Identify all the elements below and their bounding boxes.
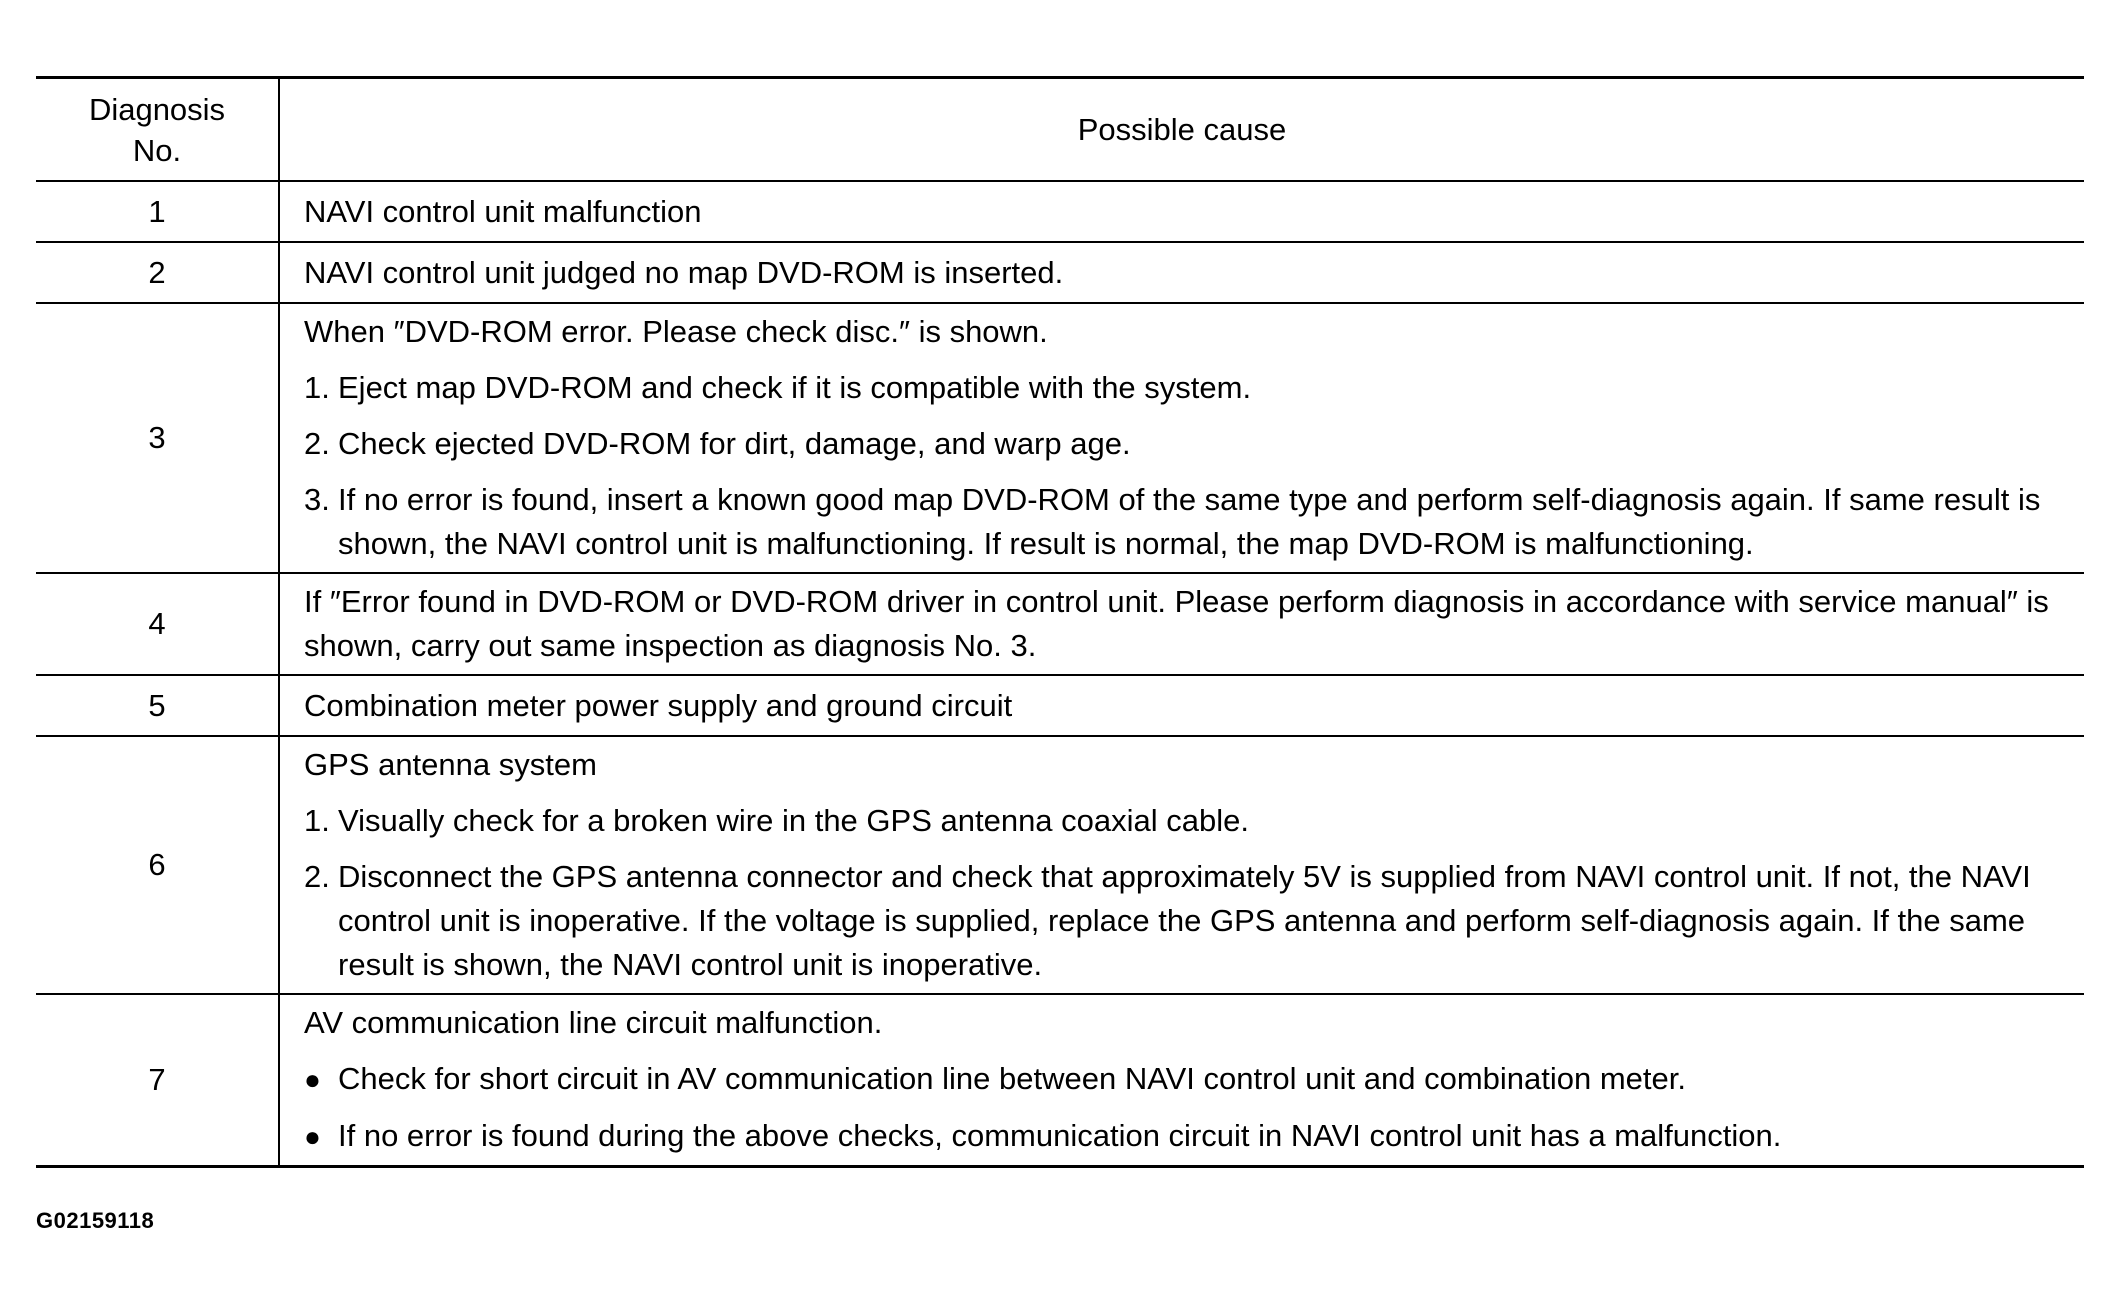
table-header-row (36, 78, 2084, 182)
step-number: 2. (304, 426, 330, 461)
cause-step (304, 478, 2066, 566)
cause-title: If ″Error found in DVD-ROM or DVD-ROM driver in control unit. Please perform diagnosis in accordance with service manual″ is shown, carry out same inspection as diagnosis No. 3. (304, 584, 2049, 663)
diagnosis-table (36, 76, 2084, 1168)
possible-cause (279, 573, 2084, 675)
possible-cause (279, 242, 2084, 303)
bullet-icon: ● (304, 1121, 321, 1152)
table-body (36, 181, 2084, 1167)
step-number: 3. (304, 482, 330, 517)
table-row (36, 303, 2084, 573)
diagnosis-number: 3 (36, 303, 279, 573)
cause-step-text: Disconnect the GPS antenna connector and check that approximately 5V is supplied from NAVI control unit. If not, the NAVI control unit is inoperative. If the voltage is supplied, replace the GPS antenna and perform self-diagnosis again. If the same result is shown, the NAVI control unit is inoperative. (338, 859, 2031, 982)
cause-step-text: Check for short circuit in AV communication line between NAVI control unit and combination meter. (338, 1061, 1687, 1096)
cause-step (304, 1057, 2066, 1102)
figure-id: G02159118 (36, 1208, 155, 1233)
cause-title: Combination meter power supply and ground circuit (304, 687, 1013, 723)
header-possible-cause: Possible cause (279, 78, 2084, 182)
step-number: 1. (304, 370, 330, 405)
cause-step (304, 799, 2066, 843)
bullet-icon: ● (304, 1064, 321, 1095)
cause-step (304, 1114, 2066, 1159)
cause-title: When ″DVD-ROM error. Please check disc.″ is shown. (304, 314, 1048, 349)
possible-cause (279, 181, 2084, 242)
table-row (36, 675, 2084, 736)
possible-cause (279, 994, 2084, 1167)
cause-title: NAVI control unit malfunction (304, 193, 702, 229)
cause-step-text: If no error is found during the above checks, communication circuit in NAVI control unit has a malfunction. (338, 1118, 1782, 1153)
possible-cause (279, 303, 2084, 573)
step-number: 1. (304, 803, 330, 838)
step-number: 2. (304, 859, 330, 894)
cause-title: NAVI control unit judged no map DVD-ROM is inserted. (304, 254, 1064, 290)
possible-cause (279, 675, 2084, 736)
diagnosis-number: 2 (36, 242, 279, 303)
diagnosis-number: 4 (36, 573, 279, 675)
header-diagnosis-no (36, 78, 279, 182)
header-diagnosis-no-label: Diagnosis No. (88, 91, 226, 168)
cause-step (304, 366, 2066, 410)
diagnosis-number: 7 (36, 994, 279, 1167)
cause-step (304, 422, 2066, 466)
cause-step-text: Visually check for a broken wire in the GPS antenna coaxial cable. (338, 803, 1249, 838)
diagnosis-number: 6 (36, 736, 279, 994)
cause-step-text: If no error is found, insert a known good map DVD-ROM of the same type and perform self-diagnosis again. If same result is shown, the NAVI control unit is malfunctioning. If result is normal, the map DVD-ROM is malfunctioning. (338, 482, 2041, 561)
cause-step-text: Eject map DVD-ROM and check if it is compatible with the system. (338, 370, 1252, 405)
table-row (36, 573, 2084, 675)
cause-title: AV communication line circuit malfunction. (304, 1005, 883, 1040)
diagnosis-number: 1 (36, 181, 279, 242)
diagnosis-number: 5 (36, 675, 279, 736)
table-row (36, 181, 2084, 242)
cause-step-text: Check ejected DVD-ROM for dirt, damage, and warp age. (338, 426, 1131, 461)
table-row (36, 994, 2084, 1167)
table-row (36, 736, 2084, 994)
possible-cause (279, 736, 2084, 994)
cause-title: GPS antenna system (304, 747, 597, 782)
cause-step (304, 855, 2066, 987)
table-row (36, 242, 2084, 303)
